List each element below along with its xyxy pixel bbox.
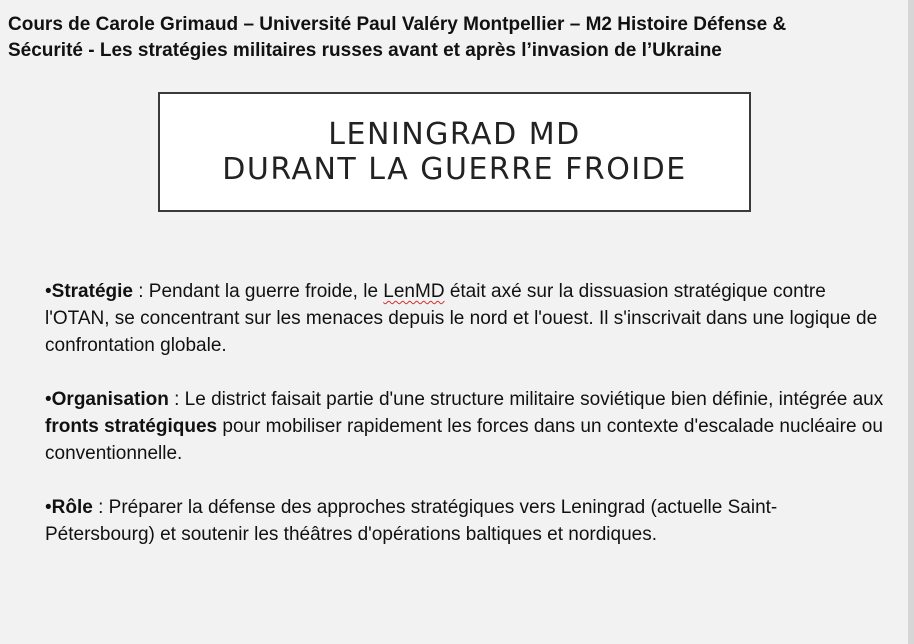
bullet-term-strategie: Stratégie [51, 281, 133, 302]
bullet-role [45, 494, 885, 548]
bullet-text-strategie-after: était axé sur la dissuasion stratégique contre l'OTAN, se concentrant sur les menaces depuis le nord et l'ouest. Il s'inscrivait dans une logique de confrontation globale. [45, 281, 878, 356]
bullet-strategie [45, 278, 885, 359]
bullet-text-organisation-after: pour mobiliser rapidement les forces dans un contexte d'escalade nucléaire ou conventionnelle. [45, 416, 883, 464]
slide-title-line-1: LENINGRAD MD [328, 117, 581, 152]
bullet-term-role: Rôle [51, 497, 93, 518]
bullet-emphasis-fronts: fronts stratégiques [45, 416, 218, 437]
bullet-marker: • [45, 281, 52, 302]
slide-title-line-2: DURANT LA GUERRE FROIDE [222, 152, 687, 187]
bullet-marker: • [45, 497, 52, 518]
bullet-text-strategie-before: : Pendant la guerre froide, le [132, 281, 384, 302]
course-header [8, 12, 903, 64]
bullet-text-organisation-before: : Le district faisait partie d'une structure militaire soviétique bien définie, intégrée aux [168, 389, 884, 410]
bullet-term-organisation: Organisation [51, 389, 169, 410]
bullet-marker: • [45, 389, 52, 410]
bullet-text-role: : Préparer la défense des approches stratégiques vers Leningrad (actuelle Saint-Pétersbourg) et soutenir les théâtres d'opérations baltiques et nordiques. [45, 497, 778, 545]
bullet-list [45, 278, 885, 575]
slide-edge-divider [908, 0, 914, 644]
course-header-line-2: Sécurité - Les stratégies militaires russes avant et après l’invasion de l’Ukraine [8, 40, 722, 61]
course-header-line-1: Cours de Carole Grimaud – Université Paul Valéry Montpellier – M2 Histoire Défense & [8, 14, 787, 35]
spellcheck-underlined-word[interactable]: LenMD [383, 281, 445, 302]
bullet-organisation [45, 386, 885, 467]
slide-title-box [158, 92, 751, 212]
